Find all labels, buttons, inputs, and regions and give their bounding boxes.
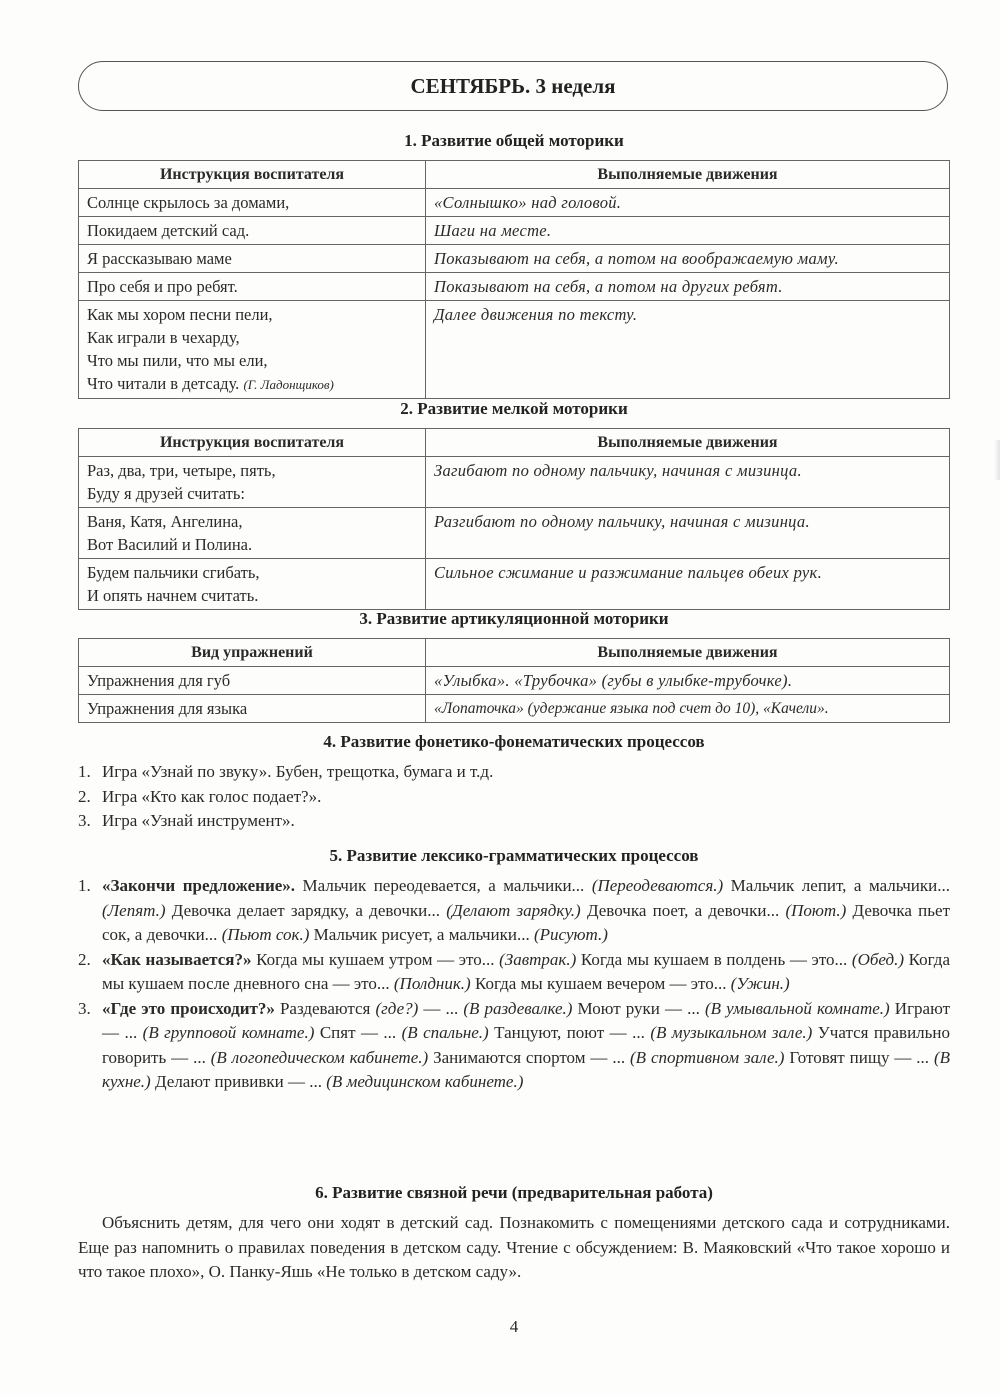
list-item: [78, 809, 950, 834]
table-row: [79, 189, 950, 217]
instruction-cell: [79, 301, 426, 399]
instruction-line: Я рассказываю маме: [87, 249, 232, 268]
instruction-line: Раз, два, три, четыре, пять,: [87, 461, 276, 480]
item-number: 3.: [78, 811, 91, 830]
table-row: [79, 559, 950, 610]
instruction-cell: [79, 273, 426, 301]
instruction-cell: [79, 217, 426, 245]
table-header-row: [79, 161, 950, 189]
table-row: [79, 245, 950, 273]
item-text: Игра «Кто как голос подает?».: [102, 786, 322, 806]
item-number: 2.: [78, 786, 91, 806]
item-number: 2.: [78, 949, 91, 969]
column-header: Выполняемые движения: [426, 639, 950, 667]
movement-cell: «Улыбка». «Трубочка» (губы в улыбке-трубочке).: [426, 667, 950, 695]
page-edge-shadow: [994, 440, 1000, 480]
instruction-line: Буду я друзей считать:: [87, 484, 245, 503]
item-text: «Как называется?» Когда мы кушаем утром — это... (Завтрак.) Когда мы кушаем в полдень — это... (Обед.) Когда мы кушаем после дневного сна — это... (Полдник.) Когда мы кушаем вечером — это... (Ужин.): [102, 949, 950, 993]
column-header: Инструкция воспитателя: [79, 161, 426, 189]
item-number: 1.: [78, 762, 91, 781]
section-heading-4: 4. Развитие фонетико-фонематических процессов: [323, 732, 705, 751]
instruction-cell: [79, 508, 426, 559]
table-header-row: [79, 429, 950, 457]
table-header-row: [79, 639, 950, 667]
exercise-type-cell: Упражнения для языка: [79, 695, 426, 723]
instruction-line: Ваня, Катя, Ангелина,: [87, 512, 243, 531]
item-text: Игра «Узнай по звуку». Бубен, трещотка, бумага и т.д.: [102, 762, 494, 781]
section-heading-3: 3. Развитие артикуляционной моторики: [359, 609, 669, 628]
movement-cell: Разгибают по одному пальчику, начиная с мизинца.: [426, 508, 950, 559]
instruction-line: Что читали в детсаду.: [87, 374, 240, 393]
item-number: 3.: [78, 998, 91, 1018]
instruction-line: Что мы пили, что мы ели,: [87, 351, 268, 370]
movement-cell: Показывают на себя, а потом на воображаемую маму.: [426, 245, 950, 273]
instruction-line: Про себя и про ребят.: [87, 277, 238, 296]
instruction-line: Будем пальчики сгибать,: [87, 563, 260, 582]
item-number: 1.: [78, 876, 91, 895]
column-header: Выполняемые движения: [426, 429, 950, 457]
table-row: [79, 457, 950, 508]
section-heading-5: 5. Развитие лексико-грамматических процессов: [329, 846, 699, 865]
list-item: [78, 785, 950, 810]
table-row: [79, 217, 950, 245]
table-row: [79, 695, 950, 723]
item-text: «Закончи предложение». Мальчик переодевается, а мальчики... (Переодеваются.) Мальчик лепит, а мальчики... (Лепят.) Девочка делает зарядку, а девочки... (Делают зарядку.) Девочка поет, а девочки... (Поют.) Девочка пьет сок, а девочки... (Пьют сок.) Мальчик рисует, а мальчики... (Рисуют.): [102, 876, 950, 944]
column-header: Выполняемые движения: [426, 161, 950, 189]
instruction-line: Как мы хором песни пели,: [87, 305, 273, 324]
exercise-type-cell: Упражнения для губ: [79, 667, 426, 695]
movement-cell: Загибают по одному пальчику, начиная с мизинца.: [426, 457, 950, 508]
phonetic-games-list: [78, 760, 950, 834]
table-row: [79, 508, 950, 559]
section-heading-1: 1. Развитие общей моторики: [404, 131, 624, 150]
list-item: [78, 760, 950, 785]
list-item: [78, 874, 950, 948]
section-heading-2: 2. Развитие мелкой моторики: [400, 399, 628, 418]
movement-cell: Далее движения по тексту.: [426, 301, 950, 399]
column-header: Вид упражнений: [79, 639, 426, 667]
instruction-line: Как играли в чехарду,: [87, 328, 240, 347]
item-text: Игра «Узнай инструмент».: [102, 811, 295, 830]
movement-cell: Шаги на месте.: [426, 217, 950, 245]
table-row: [79, 273, 950, 301]
poem-author: (Г. Ладонщиков): [243, 377, 334, 392]
speech-paragraph: Объяснить детям, для чего они ходят в детский сад. Познакомить с помещениями детского сада и сотрудниками. Еще раз напомнить о правилах поведения в детском саду. Чтение с обсуждением: В. Маяковский «Что такое хорошо и что такое плохо», О. Панку-Яшь «Не только в детском саду».: [78, 1213, 950, 1281]
instruction-line: Покидаем детский сад.: [87, 221, 250, 240]
list-item: [78, 997, 950, 1095]
gross-motor-table: [78, 160, 950, 399]
page-number: 4: [509, 1317, 519, 1336]
list-item: [78, 948, 950, 997]
articulation-table: [78, 638, 950, 723]
section-heading-6: 6. Развитие связной речи (предварительная работа): [315, 1183, 713, 1202]
instruction-line: Солнце скрылось за домами,: [87, 193, 290, 212]
movement-cell: «Лопаточка» (удержание языка под счет до 10), «Качели».: [426, 695, 950, 723]
instruction-line: Вот Василий и Полина.: [87, 535, 253, 554]
table-row: [79, 301, 950, 399]
page-title: СЕНТЯБРЬ. 3 неделя: [78, 61, 948, 111]
movement-cell: Сильное сжимание и разжимание пальцев обеих рук.: [426, 559, 950, 610]
item-text: «Где это происходит?» Раздеваются (где?) — ... (В раздевалке.) Моют руки — ... (В умывальной комнате.) Играют — ... (В групповой комнате.) Спят — ... (В спальне.) Танцуют, поют — ... (В музыкальном зале.) Учатся правильно говорить — ... (В логопедическом кабинете.) Занимаются спортом — ... (В спортивном зале.) Готовят пищу — ... (В кухне.) Делают прививки — ... (В медицинском кабинете.): [102, 998, 951, 1091]
instruction-cell: [79, 245, 426, 273]
movement-cell: «Солнышко» над головой.: [426, 189, 950, 217]
table-row: [79, 667, 950, 695]
instruction-line: И опять начнем считать.: [87, 586, 259, 605]
instruction-cell: [79, 457, 426, 508]
instruction-cell: [79, 189, 426, 217]
lexical-exercises-list: [78, 874, 950, 1095]
fine-motor-table: [78, 428, 950, 610]
movement-cell: Показывают на себя, а потом на других ребят.: [426, 273, 950, 301]
column-header: Инструкция воспитателя: [79, 429, 426, 457]
instruction-cell: [79, 559, 426, 610]
